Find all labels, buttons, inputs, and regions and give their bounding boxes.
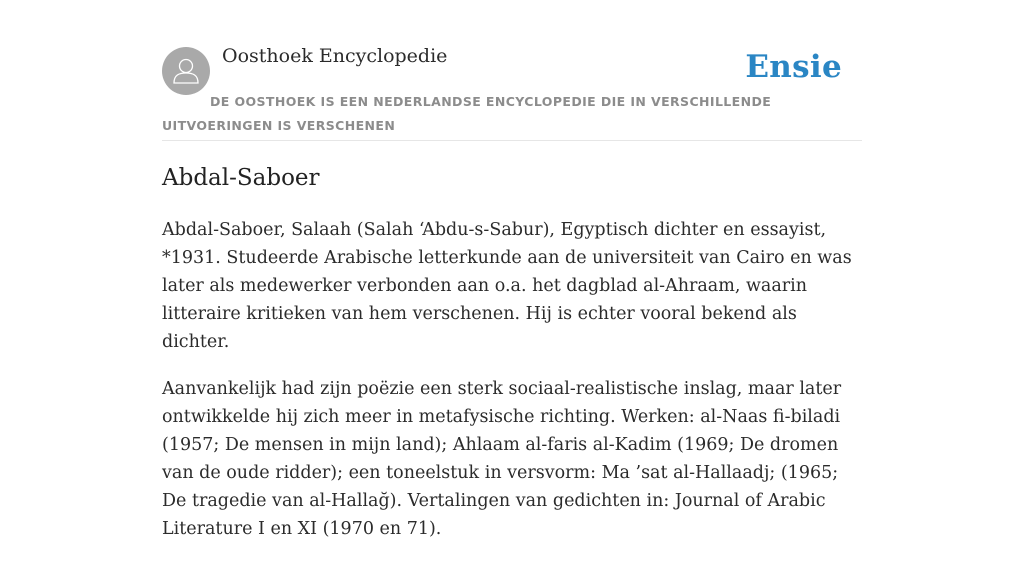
source-avatar[interactable] [162, 47, 210, 95]
article-title: Abdal-Saboer [162, 165, 320, 191]
source-name[interactable]: Oosthoek Encyclopedie [222, 45, 448, 67]
article-paragraph: Abdal-Saboer, Salaah (Salah ‘Abdu-s-Sabur), Egyptisch dichter en essayist, *1931. Studeerde Arabische letterkunde aan de universiteit van Cairo en was later als medewerker verbonden aan o.a. het dagblad al-Ahraam, waarin litteraire kritieken van hem verschenen. Hij is echter vooral bekend als dichter. [162, 220, 852, 352]
article-paragraph: Aanvankelijk had zijn poëzie een sterk sociaal-realistische inslag, maar later ontwikkelde hij zich meer in metafysische richting. Werken: al-Naas fi-biladi (1957; De mensen in mijn land); Ahlaam al-faris al-Kadim (1969; De dromen van de oude ridder); een toneelstuk in versvorm: Ma ’sat al-Hallaadj; (1965; De tragedie van al-Hallağ). Vertalingen van gedichten in: Journal of Arabic Literature I en XI (1970 en 71). [162, 379, 842, 539]
article [162, 162, 862, 562]
source-tagline: DE OOSTHOEK IS EEN NEDERLANDSE ENCYCLOPEDIE DIE IN VERSCHILLENDE UITVOERINGEN IS VERSCHENEN [162, 94, 772, 133]
user-icon [162, 47, 210, 95]
source-header [162, 44, 862, 141]
brand-logo[interactable]: Ensie [745, 49, 842, 85]
